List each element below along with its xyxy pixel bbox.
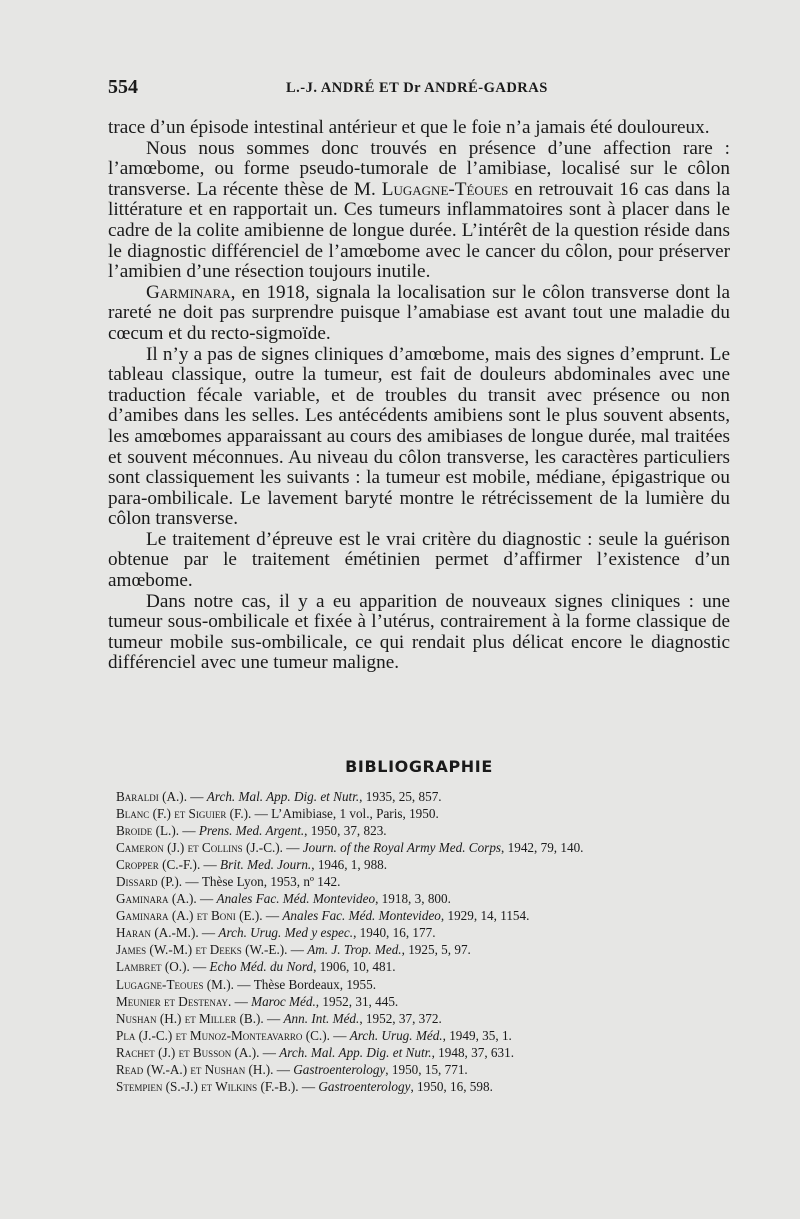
bibliography-source: Arch. Urug. Méd. [349, 1027, 443, 1043]
author-name: Garminara [146, 281, 231, 303]
bibliography-authors: Rachet (J.) et Busson (A.). — [116, 1044, 280, 1060]
bibliography-authors: Dissard (P.). — [116, 874, 202, 890]
paragraph: Garminara, en 1918, signala la localisation sur le côlon transverse dont la rareté ne doit pas surprendre puisque l’amabiase est avant tout une maladie du cœcum et du recto-sigmoïde. [108, 281, 730, 344]
bibliography-title: BIBLIOGRAPHIE [345, 757, 493, 776]
bibliography-details: , 1952, 31, 445. [315, 993, 399, 1009]
page-header [108, 76, 728, 102]
bibliography-authors: Pla (J.-C.) et Munoz-Monteavarro (C.). — [116, 1027, 350, 1043]
bibliography-details: , 1929, 14, 1154. [440, 908, 530, 924]
paragraph: Nous nous sommes donc trouvés en présence d’une affection rare : l’amœbome, ou forme pseudo-tumorale de l’amibiase, localisé sur le côlon transverse. La récente thèse de M. Lugagne-Téoues en retrouvait 16 cas dans la littérature et en rapportait un. Ces tumeurs inflammatoires sont à placer dans le cadre de la colite amibienne de longue durée. L’intérêt de la question réside dans le diagnostic différenciel de l’amœbome avec le cancer du côlon, pour préserver l’amibien d’une résection toujours inutile. [108, 137, 730, 283]
bibliography-source: Am. J. Trop. Med. [307, 942, 402, 958]
bibliography-item [116, 1010, 746, 1027]
bibliography-details: , 1950, 37, 823. [304, 823, 387, 839]
paragraph: trace d’un épisode intestinal antérieur et que le foie n’a jamais été douloureux. [108, 117, 710, 138]
bibliography-item [116, 1027, 746, 1044]
bibliography-source: Arch. Mal. App. Dig. et Nutr. [206, 789, 360, 804]
bibliography-authors: Stempien (S.-J.) et Wilkins (F.-B.). — [116, 1078, 319, 1094]
bibliography-source: Brit. Med. Journ. [220, 857, 312, 873]
bibliography-details: , 1940, 16, 177. [353, 925, 436, 941]
author-name: Lugagne-Téoues [381, 178, 509, 200]
bibliography-authors: Cropper (C.-F.). — [116, 857, 221, 873]
bibliography-item [116, 941, 746, 958]
bibliography-details: , 1906, 10, 481. [313, 959, 396, 975]
bibliography-source: Maroc Méd. [251, 993, 316, 1009]
bibliography-source: Prens. Med. Argent. [198, 823, 305, 839]
bibliography-item [116, 839, 746, 856]
bibliography-authors: Lambret (O.). — [116, 959, 210, 975]
bibliography-details: Thèse Lyon, 1953, nº 142. [201, 874, 341, 890]
bibliography-source: Gastroenterology [293, 1061, 386, 1077]
bibliography-item [116, 856, 746, 873]
bibliography-source: Arch. Urug. Med y espec. [218, 925, 354, 941]
paragraph: Dans notre cas, il y a eu apparition de nouveaux signes cliniques : une tumeur sous-ombilicale et fixée à l’utérus, contrairement à la forme classique de tumeur mobile sus-ombilicale, ce qui rendait plus délicat encore le diagnostic différenciel avec une tumeur maligne. [108, 590, 730, 674]
bibliography-details: L’Amibiase, 1 vol., Paris, 1950. [271, 806, 439, 822]
bibliography-item [116, 822, 746, 839]
bibliography-item [116, 788, 746, 805]
bibliography-authors: Haran (A.-M.). — [116, 925, 219, 941]
bibliography-details: , 1949, 35, 1. [442, 1027, 512, 1043]
bibliography-details: , 1935, 25, 857. [359, 789, 442, 804]
bibliography-item [116, 1044, 746, 1061]
paragraph: Le traitement d’épreuve est le vrai critère du diagnostic : seule la guérison obtenue par le traitement émétinien permet d’affirmer l’existence d’un amœbome. [108, 528, 730, 592]
bibliography-authors: Meunier et Destenay. — [116, 993, 252, 1009]
bibliography-item [116, 958, 746, 975]
bibliography-item [116, 993, 746, 1010]
body-text [108, 118, 730, 674]
bibliography-authors: Blanc (F.) et Siguier (F.). — [116, 806, 272, 822]
running-head: L.-J. ANDRÉ ET Dr ANDRÉ-GADRAS [286, 80, 548, 96]
bibliography-item [116, 805, 746, 822]
bibliography-item [116, 1078, 746, 1095]
bibliography-authors: Cameron (J.) et Collins (J.-C.). — [116, 840, 303, 856]
bibliography-authors: Baraldi (A.). — [116, 789, 207, 804]
bibliography-details: , 1950, 16, 598. [410, 1078, 493, 1094]
bibliography-details: , 1918, 3, 800. [375, 891, 451, 907]
bibliography-details: , 1946, 1, 988. [311, 857, 388, 873]
bibliography-source: Arch. Mal. App. Dig. et Nutr. [279, 1044, 432, 1060]
bibliography-authors: James (W.-M.) et Deeks (W.-E.). — [116, 942, 308, 958]
bibliography-authors: Read (W.-A.) et Nushan (H.). — [116, 1061, 294, 1077]
bibliography-authors: Nushan (H.) et Miller (B.). — [116, 1010, 284, 1026]
bibliography-item [116, 924, 746, 941]
bibliography-details: , 1952, 37, 372. [359, 1010, 442, 1026]
bibliography-authors: Gaminara (A.) et Boni (E.). — [116, 908, 283, 924]
bibliography-source: Anales Fac. Méd. Montevideo [282, 908, 441, 924]
bibliography-source: Echo Méd. du Nord [209, 959, 314, 975]
bibliography-details: Thèse Bordeaux, 1955. [253, 976, 377, 992]
page-number: 554 [108, 76, 138, 98]
bibliography-item [116, 890, 746, 907]
bibliography-item [116, 873, 746, 890]
paragraph: Il n’y a pas de signes cliniques d’amœbome, mais des signes d’emprunt. Le tableau classique, outre la tumeur, est fait de douleurs abdominales avec une traduction fécale variable, et de troubles du transit avec présence ou non d’amibes dans les selles. Les antécédents amibiens sont le plus souvent absents, les amœbomes apparaissant au cours des amibiases de longue durée, mal traitées et souvent méconnues. Au niveau du côlon transverse, les caractères particuliers sont classiquement les suivants : la tumeur est mobile, médiane, épigastrique ou para-ombilicale. Le lavement baryté montre le rétrécissement de la lumière du côlon transverse. [108, 343, 730, 530]
bibliography-list [116, 788, 746, 1095]
bibliography-authors: Gaminara (A.). — [116, 891, 217, 907]
bibliography-authors: Lugagne-Teoues (M.). — [116, 976, 254, 992]
bibliography-item [116, 1061, 746, 1078]
bibliography-details: , 1925, 5, 97. [401, 942, 471, 958]
bibliography-details: , 1948, 37, 631. [431, 1044, 514, 1060]
bibliography-source: Ann. Int. Méd. [283, 1010, 360, 1026]
bibliography-details: , 1950, 15, 771. [385, 1061, 468, 1077]
bibliography-item [116, 976, 746, 993]
bibliography-authors: Broide (L.). — [116, 823, 199, 839]
bibliography-details: , 1942, 79, 140. [501, 840, 584, 856]
bibliography-source: Journ. of the Royal Army Med. Corps [302, 840, 502, 856]
bibliography-source: Anales Fac. Méd. Montevideo [216, 891, 376, 907]
bibliography-item [116, 907, 746, 924]
bibliography-source: Gastroenterology [318, 1078, 411, 1094]
